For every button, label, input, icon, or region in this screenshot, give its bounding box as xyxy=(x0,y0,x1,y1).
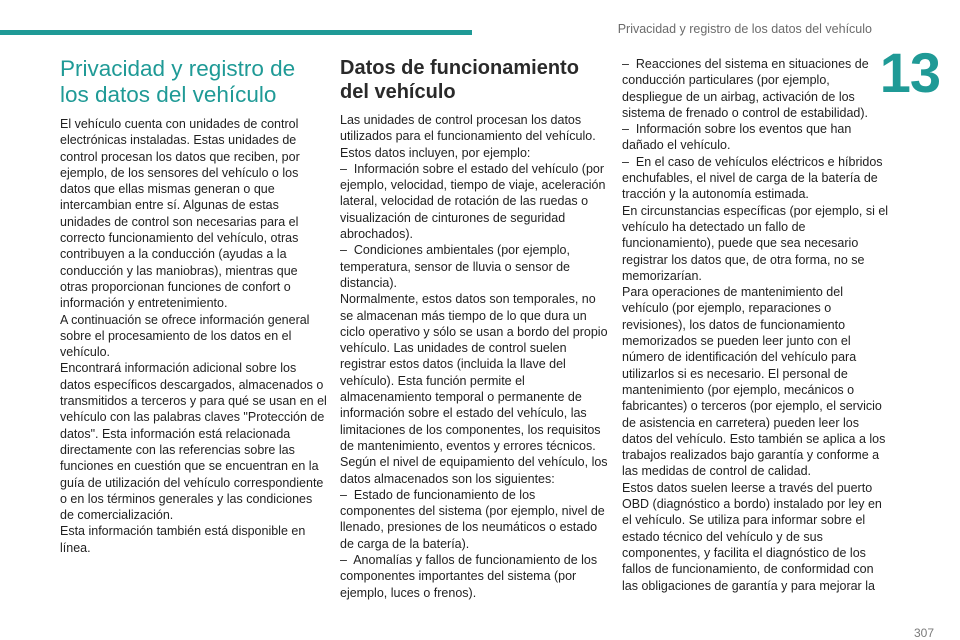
list-item: – Información sobre los eventos que han dañado el vehículo. xyxy=(622,122,855,153)
list-item: – Reacciones del sistema en situaciones de conducción particulares (por ejemplo, despliegue de un airbag, activación de los sistema de frenado o control de estabilidad). xyxy=(622,57,873,120)
paragraph: En circunstancias específicas (por ejemplo, si el vehículo ha detectado un fallo de funcionamiento), puede que sea necesario registrar los datos que, de otra forma, no se memorizarían. xyxy=(622,203,889,283)
list-item: – Información sobre el estado del vehículo (por ejemplo, velocidad, tiempo de viaje, aceleración lateral, velocidad de rotación de las ruedas o visualización de cinturones de seguridad abrochados). xyxy=(340,161,609,242)
paragraph: Para operaciones de mantenimiento del vehículo (por ejemplo, reparaciones o revisiones), los datos de funcionamiento memorizados se pueden leer junto con el número de identificación del vehículo para utilizarlos si es necesario. El personal de mantenimiento (por ejemplo, mecánicos o fabricantes) o terceros (por ejemplo, el servicio de asistencia en carretera) pueden leer los datos del vehículo. Esto también se aplica a los trabajos realizados bajo garantía y conforme a las medidas de control de calidad. xyxy=(622,285,886,479)
running-header-title: Privacidad y registro de los datos del vehículo xyxy=(617,22,872,36)
page-number: 307 xyxy=(913,626,934,640)
paragraph: Normalmente, estos datos son temporales, no se almacenan más tiempo de lo que dura un ciclo operativo y sólo se usan a bordo del propio vehículo. Las unidades de control suelen registrar estos datos (incluida la llave del vehículo). Esta función permite el almacenamiento temporal o permanente de información sobre el estado del vehículo, las limitaciones de los componentes, los requisitos de mantenimiento, eventos y errores técnicos. xyxy=(340,292,608,453)
list-item: – Estado de funcionamiento de los componentes del sistema (por ejemplo, nivel de llenado, presiones de los neumáticos o estado de carga de la batería). xyxy=(340,487,609,551)
paragraph: Encontrará información adicional sobre los datos específicos descargados, almacenados o transmitidos a terceros y para qué se usan en el vehículo con las palabras claves "Protección de datos". Esta información está relacionada directamente con las referencias sobre las funciones en cuestión que se encuentran en la guía de utilización del vehículo correspondiente o en los términos generales y las condiciones de comercialización. xyxy=(60,361,327,523)
list-item: – Anomalías y fallos de funcionamiento de los componentes importantes del sistema (por ejemplo, luces o frenos). xyxy=(340,553,601,600)
list-item: – En el caso de vehículos eléctricos e híbridos enchufables, el nivel de carga de la batería de tracción y la autonomía estimada. xyxy=(622,154,887,202)
chapter-number: 13 xyxy=(879,41,940,104)
subsection-title: Datos de funcionamiento del vehículo xyxy=(340,57,579,103)
list-item: – Condiciones ambientales (por ejemplo, temperatura, sensor de lluvia o sensor de distancia). xyxy=(340,243,574,290)
paragraph: El vehículo cuenta con unidades de control electrónicas instaladas. Estas unidades de control procesan los datos que reciben, por ejemplo, de los sensores del vehículo o los datos que ellas mismas generan o que intercambian entre sí. Algunas de estas unidades de control son necesarias para el correcto funcionamiento del vehículo, otras contribuyen a la conducción (ayudas a la conducción y las maniobras), mientras que otras proporcionan funciones de confort o información y entretenimiento. xyxy=(60,117,300,311)
paragraph: Según el nivel de equipamiento del vehículo, los datos almacenados son los siguientes: xyxy=(340,455,608,486)
paragraph: A continuación se ofrece información general sobre el procesamiento de los datos en el vehículo. xyxy=(60,312,310,360)
column-right xyxy=(622,56,892,594)
paragraph: Estos datos incluyen, por ejemplo: xyxy=(340,145,531,160)
header-accent-bar xyxy=(0,30,472,35)
column-left xyxy=(60,56,328,556)
paragraph: Estos datos suelen leerse a través del puerto OBD (diagnóstico a bordo) instalado por ley en el vehículo. Se utiliza para informar sobre el estado técnico del vehículo y de sus componentes, y facilita el diagnóstico de los fallos de funcionamiento, de conformidad con las obligaciones de garantía y para mejorar la xyxy=(622,480,882,593)
paragraph: Esta información también está disponible en línea. xyxy=(60,524,306,555)
column-middle xyxy=(340,56,608,601)
section-title: Privacidad y registro de los datos del vehículo xyxy=(60,56,296,107)
paragraph: Las unidades de control procesan los datos utilizados para el funcionamiento del vehículo. xyxy=(340,113,596,144)
